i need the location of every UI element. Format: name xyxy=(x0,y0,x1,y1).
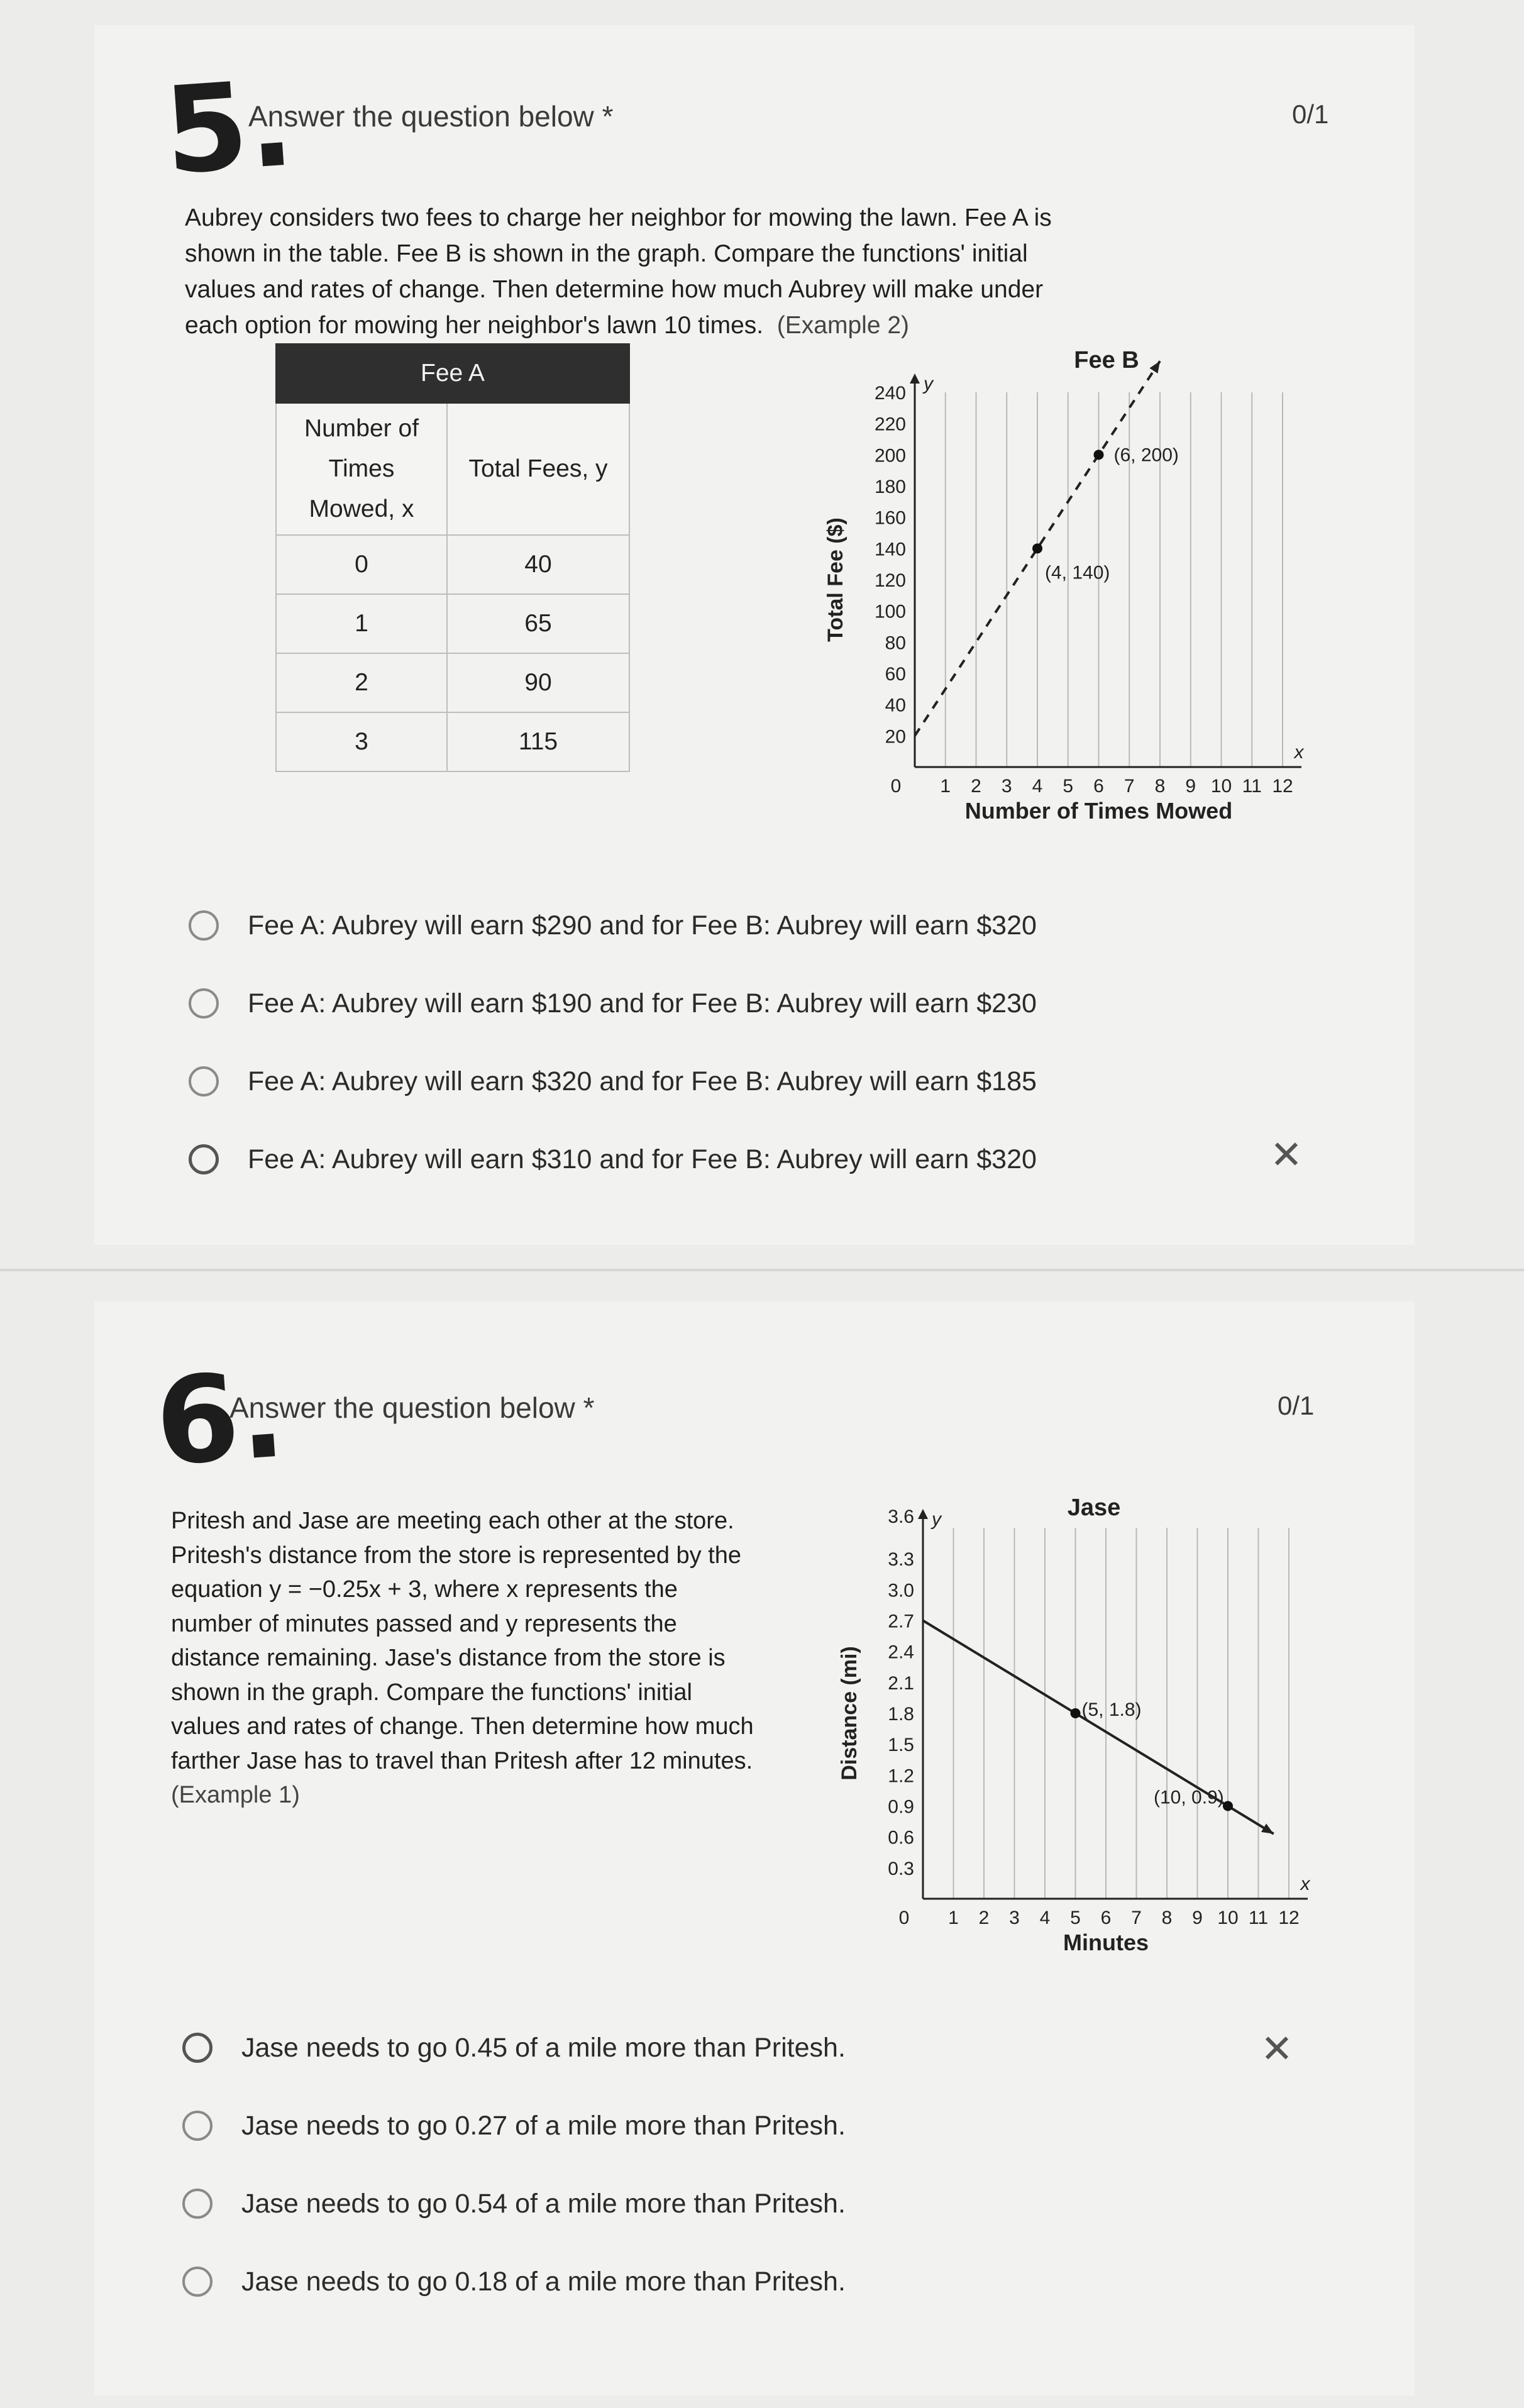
data-point xyxy=(1094,450,1104,460)
fee-a-table xyxy=(275,343,630,772)
line-arrow-icon xyxy=(1149,361,1160,373)
x-axis-title: Minutes xyxy=(1063,1930,1149,1955)
x-tick-label: 9 xyxy=(1192,1908,1203,1928)
handwritten-question-number: 6. xyxy=(151,1345,289,1493)
radio-button-selected[interactable] xyxy=(189,1144,219,1174)
y-axis-letter: y xyxy=(924,373,933,394)
x-tick-label: 12 xyxy=(1278,1908,1300,1928)
x-tick-label: 8 xyxy=(1161,1908,1173,1928)
table-row xyxy=(276,712,629,771)
answer-option[interactable] xyxy=(182,2104,846,2148)
option-label: Fee A: Aubrey will earn $290 and for Fee B: Aubrey will earn $320 xyxy=(248,910,1037,941)
incorrect-x-icon: ✕ xyxy=(1261,2026,1293,2072)
table-cell: 2 xyxy=(276,653,447,712)
table-cell: 90 xyxy=(447,653,629,712)
y-tick-label: 240 xyxy=(874,383,906,404)
option-label: Jase needs to go 0.45 of a mile more than Pritesh. xyxy=(241,2032,846,2063)
y-tick-label: 180 xyxy=(874,477,906,497)
fee-b-chart xyxy=(817,340,1333,846)
y-axis-arrow-icon xyxy=(918,1509,928,1519)
x-tick-label: 6 xyxy=(1100,1908,1112,1928)
y-tick-label: 1.2 xyxy=(888,1765,914,1787)
score-badge: 0/1 xyxy=(1278,1391,1315,1420)
x-tick-label: 10 xyxy=(1210,776,1232,797)
score-badge: 0/1 xyxy=(1292,99,1329,129)
y-tick-label: 140 xyxy=(874,539,906,560)
radio-button[interactable] xyxy=(189,1066,219,1096)
data-point xyxy=(1223,1801,1233,1811)
prompt-line: values and rates of change. Then determine how much Aubrey will make under xyxy=(185,276,1044,303)
prompt-line xyxy=(185,307,1052,343)
example-tag: (Example 1) xyxy=(171,1782,300,1808)
data-point-label: (6, 200) xyxy=(1113,445,1179,466)
data-point xyxy=(1071,1708,1081,1718)
y-tick-label: 0.9 xyxy=(888,1796,914,1818)
data-point xyxy=(1032,543,1042,553)
y-tick-label: 3.3 xyxy=(888,1549,914,1571)
y-tick-label: 120 xyxy=(874,570,906,591)
x-axis-letter: x xyxy=(1300,1874,1310,1894)
table-cell: 0 xyxy=(276,535,447,594)
header-line: Number of xyxy=(304,415,419,442)
y-tick-label: 60 xyxy=(885,664,906,685)
option-label: Jase needs to go 0.18 of a mile more than Pritesh. xyxy=(241,2266,846,2297)
prompt-line: Aubrey considers two fees to charge her neighbor for mowing the lawn. Fee A is xyxy=(185,204,1052,231)
x-tick-label: 8 xyxy=(1154,776,1166,797)
prompt-line: shown in the graph. Compare the functions' initial xyxy=(171,1679,692,1706)
question-header: Answer the question below * xyxy=(229,1391,595,1424)
x-tick-label: 9 xyxy=(1185,776,1196,797)
answer-option[interactable] xyxy=(182,2260,846,2304)
option-label: Fee A: Aubrey will earn $320 and for Fee B: Aubrey will earn $185 xyxy=(248,1066,1037,1096)
y-axis-arrow-icon xyxy=(910,373,920,384)
answer-option[interactable] xyxy=(189,981,1037,1025)
radio-button[interactable] xyxy=(189,988,219,1019)
y-tick-label: 2.1 xyxy=(888,1672,914,1694)
table-row xyxy=(276,535,629,594)
prompt-line-text: each option for mowing her neighbor's lawn 10 times. xyxy=(185,312,764,339)
origin-label: 0 xyxy=(898,1908,910,1928)
fee-b-chart-svg xyxy=(817,340,1333,842)
y-tick-label: 3.6 xyxy=(888,1506,914,1527)
answer-option-selected[interactable] xyxy=(182,2026,846,2070)
x-axis-letter: x xyxy=(1294,742,1304,763)
y-tick-label: 160 xyxy=(874,507,906,529)
radio-button-selected[interactable] xyxy=(182,2033,213,2063)
radio-button[interactable] xyxy=(189,910,219,941)
x-tick-label: 4 xyxy=(1032,776,1043,797)
table-cell: 65 xyxy=(447,594,629,653)
option-label: Fee A: Aubrey will earn $190 and for Fee B: Aubrey will earn $230 xyxy=(248,988,1037,1019)
table-row xyxy=(276,594,629,653)
x-axis-title: Number of Times Mowed xyxy=(964,798,1233,824)
radio-button[interactable] xyxy=(182,2111,213,2141)
prompt-line: number of minutes passed and y represents the xyxy=(171,1610,677,1637)
x-tick-label: 1 xyxy=(940,776,951,797)
prompt-line: Pritesh's distance from the store is represented by the xyxy=(171,1542,742,1569)
chart-title: Jase xyxy=(1067,1496,1121,1521)
prompt-line: distance remaining. Jase's distance from the store is xyxy=(171,1645,726,1671)
answer-option[interactable] xyxy=(182,2182,846,2226)
answer-option[interactable] xyxy=(189,1059,1037,1103)
y-tick-label: 2.4 xyxy=(888,1642,914,1663)
jase-chart-svg xyxy=(830,1496,1333,1974)
x-tick-label: 6 xyxy=(1093,776,1104,797)
y-tick-label: 20 xyxy=(885,726,906,748)
y-axis-letter: y xyxy=(932,1509,941,1530)
column-header-y: Total Fees, y xyxy=(447,403,629,535)
y-tick-label: 40 xyxy=(885,695,906,716)
x-tick-label: 10 xyxy=(1217,1908,1239,1928)
table-cell: 115 xyxy=(447,712,629,771)
x-tick-label: 3 xyxy=(1001,776,1012,797)
incorrect-x-icon: ✕ xyxy=(1270,1132,1303,1178)
y-tick-label: 220 xyxy=(874,414,906,435)
header-line: Times xyxy=(328,455,395,482)
y-tick-label: 2.7 xyxy=(888,1611,914,1632)
table-cell: 3 xyxy=(276,712,447,771)
y-tick-label: 3.0 xyxy=(888,1580,914,1601)
y-axis-title: Distance (mi) xyxy=(837,1646,861,1781)
x-tick-label: 7 xyxy=(1131,1908,1142,1928)
option-label: Jase needs to go 0.54 of a mile more than Pritesh. xyxy=(241,2188,846,2219)
y-tick-label: 100 xyxy=(874,601,906,622)
origin-label: 0 xyxy=(890,776,902,797)
handwritten-question-number: 5. xyxy=(160,53,298,201)
header-line: Mowed, x xyxy=(309,495,414,522)
prompt-line: equation y = −0.25x + 3, where x represents the xyxy=(171,1576,678,1603)
x-tick-label: 5 xyxy=(1070,1908,1081,1928)
prompt-line: farther Jase has to travel than Pritesh after 12 minutes. xyxy=(171,1747,753,1774)
data-point-label: (4, 140) xyxy=(1045,562,1110,583)
x-tick-label: 5 xyxy=(1063,776,1074,797)
data-point-label: (5, 1.8) xyxy=(1081,1699,1142,1720)
chart-title: Fee B xyxy=(1074,347,1139,373)
x-tick-label: 7 xyxy=(1124,776,1135,797)
jase-chart xyxy=(830,1496,1333,1977)
card-divider xyxy=(0,1269,1524,1271)
question-prompt xyxy=(185,200,1052,343)
y-tick-label: 200 xyxy=(874,445,906,467)
answer-option[interactable] xyxy=(189,903,1037,947)
x-tick-label: 2 xyxy=(978,1908,990,1928)
prompt-line: shown in the table. Fee B is shown in the graph. Compare the functions' initial xyxy=(185,240,1028,267)
y-tick-label: 1.5 xyxy=(888,1735,914,1756)
example-tag: (Example 2) xyxy=(776,312,910,339)
x-tick-label: 11 xyxy=(1248,1908,1269,1928)
question-header: Answer the question below * xyxy=(248,100,614,133)
y-tick-label: 1.8 xyxy=(888,1704,914,1725)
y-axis-title: Total Fee ($) xyxy=(824,517,848,642)
radio-button[interactable] xyxy=(182,2189,213,2219)
y-tick-label: 0.6 xyxy=(888,1827,914,1848)
question-prompt xyxy=(171,1504,754,1813)
radio-button[interactable] xyxy=(182,2267,213,2297)
table-row xyxy=(276,653,629,712)
answer-option-selected[interactable] xyxy=(189,1137,1037,1181)
x-tick-label: 2 xyxy=(971,776,981,797)
table-cell: 1 xyxy=(276,594,447,653)
y-tick-label: 80 xyxy=(885,632,906,654)
table-cell: 40 xyxy=(447,535,629,594)
option-label: Fee A: Aubrey will earn $310 and for Fee B: Aubrey will earn $320 xyxy=(248,1144,1037,1174)
x-tick-label: 1 xyxy=(948,1908,959,1928)
x-tick-label: 12 xyxy=(1272,776,1293,797)
option-label: Jase needs to go 0.27 of a mile more than Pritesh. xyxy=(241,2110,846,2141)
x-tick-label: 4 xyxy=(1039,1908,1051,1928)
data-point-label: (10, 0.9) xyxy=(1154,1787,1224,1808)
y-tick-label: 0.3 xyxy=(888,1858,914,1879)
prompt-line: values and rates of change. Then determine how much xyxy=(171,1713,754,1740)
x-tick-label: 3 xyxy=(1009,1908,1020,1928)
x-tick-label: 11 xyxy=(1242,776,1262,797)
table-caption: Fee A xyxy=(276,344,629,403)
column-header-x xyxy=(276,403,447,535)
prompt-line: Pritesh and Jase are meeting each other at the store. xyxy=(171,1508,734,1534)
